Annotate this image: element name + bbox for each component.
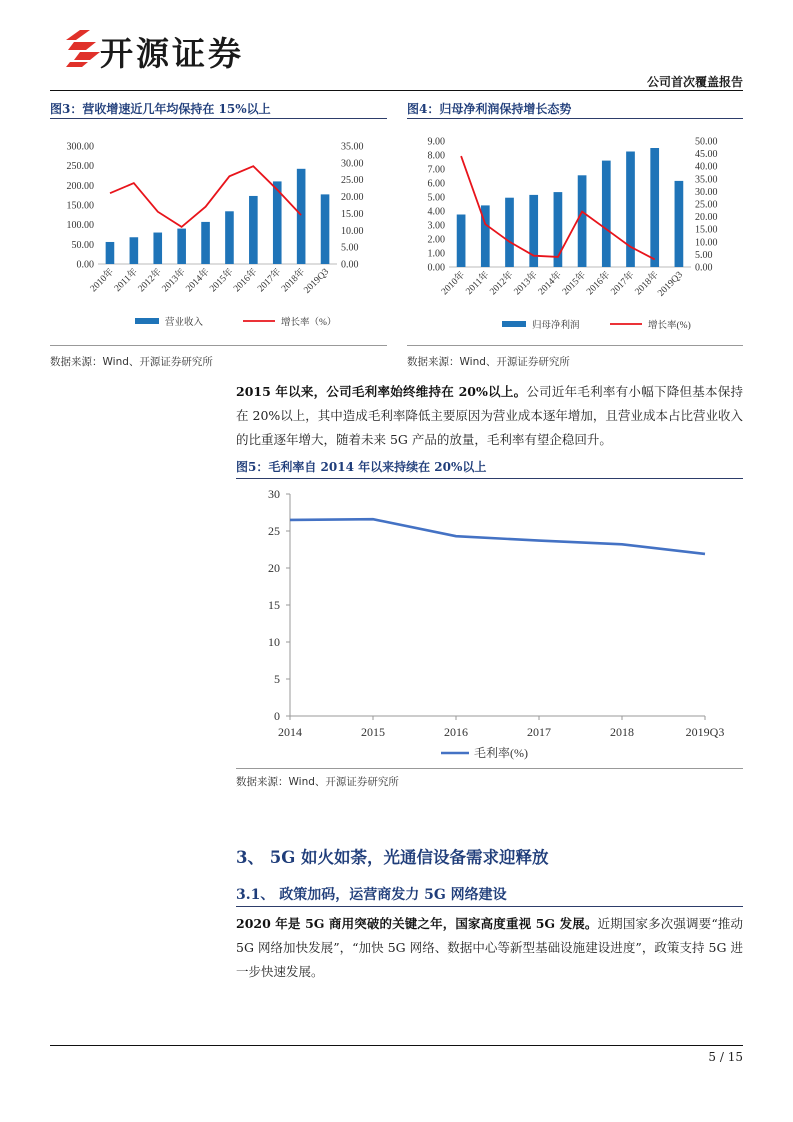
- fig3-bar: [153, 233, 162, 264]
- fig4-y-right-tick: 45.00: [695, 149, 718, 161]
- fig3-x-tick: 2011年: [112, 267, 140, 295]
- fig3-bar: [321, 194, 330, 264]
- fig5-y-tick: 30: [268, 487, 280, 501]
- fig3-x-tick: 2015年: [208, 267, 236, 295]
- fig3-legend-bar-label: 营业收入: [165, 318, 204, 328]
- fig3-legend-bar-swatch: [135, 318, 159, 324]
- fig4-x-tick: 2019Q3: [656, 270, 686, 299]
- fig4-y-left-tick: 3.00: [427, 220, 445, 232]
- fig5-x-tick: 2016: [444, 725, 468, 739]
- fig5-x-tick: 2015: [361, 725, 385, 739]
- section-3-1-rule: [236, 906, 743, 907]
- fig4-x-tick: 2015年: [560, 270, 589, 298]
- fig3-y-right-tick: 15.00: [341, 208, 364, 220]
- fig3-growth-line: [110, 166, 301, 227]
- fig3-x-tick: 2019Q3: [302, 267, 332, 296]
- fig3-y-right-tick: 0.00: [341, 259, 359, 271]
- fig3-y-left-tick: 300.00: [66, 141, 94, 153]
- fig4-x-tick: 2012年: [488, 270, 516, 298]
- fig3-y-right-tick: 25.00: [341, 175, 364, 187]
- fig4-bar: [675, 181, 684, 267]
- fig4-y-left-tick: 6.00: [427, 178, 445, 190]
- fig4-y-left-tick: 9.00: [427, 136, 445, 148]
- report-type: 公司首次覆盖报告: [646, 75, 743, 89]
- fig3-bar: [225, 211, 234, 264]
- footer-rule: [50, 1045, 743, 1046]
- paragraph-5g-policy-lead: 2020 年是 5G 商用突破的关键之年，国家高度重视 5G 发展。: [236, 916, 598, 931]
- fig4-bar: [457, 215, 466, 268]
- fig3-chart: [50, 122, 387, 340]
- fig4-y-right-tick: 5.00: [695, 249, 713, 261]
- fig4-chart: [407, 122, 743, 340]
- fig4-y-left-tick: 7.00: [427, 164, 445, 176]
- fig3-bar: [249, 196, 258, 264]
- fig4-y-left-tick: 4.00: [427, 206, 445, 218]
- fig4-y-right-tick: 25.00: [695, 199, 718, 211]
- fig3-y-right-tick: 5.00: [341, 242, 359, 254]
- fig3-y-right-tick: 30.00: [341, 158, 364, 170]
- fig3-y-left-tick: 0.00: [76, 259, 94, 271]
- fig4-y-right-tick: 50.00: [695, 136, 718, 148]
- fig3-x-tick: 2017年: [256, 267, 284, 295]
- fig4-x-tick: 2010年: [439, 270, 468, 298]
- section-3-1-heading: 3.1、 政策加码，运营商发力 5G 网络建设: [236, 887, 507, 903]
- fig4-bar: [650, 148, 659, 267]
- fig4-y-right-tick: 30.00: [695, 186, 718, 198]
- paragraph-gross-margin-body: 公司近年毛利率有小幅下降但基本保持在 20%以上，其中造成毛利率降低主要原因为营业成本逐年增加，且营业成本占比营业收入的比重逐年增大，随着未来 5G 产品的放量，毛利率有望企稳回升。: [236, 384, 743, 447]
- fig4-y-right-tick: 15.00: [695, 224, 718, 236]
- fig3-title: 图3：营收增速近几年均保持在 15%以上: [50, 102, 271, 116]
- header-rule: [50, 90, 743, 91]
- fig4-x-tick: 2016年: [585, 270, 613, 298]
- fig3-y-right-tick: 20.00: [341, 192, 364, 204]
- fig4-x-tick: 2017年: [609, 270, 637, 298]
- fig5-x-tick: 2019Q3: [685, 725, 725, 739]
- fig4-x-tick: 2011年: [464, 270, 492, 298]
- fig5-title: 图5：毛利率自 2014 年以来持续在 20%以上: [236, 460, 487, 474]
- fig4-legend-line-label: 增长率(%): [648, 321, 691, 331]
- fig4-source: 数据来源：Wind、开源证券研究所: [407, 356, 570, 368]
- fig4-legend-bar-label: 归母净利润: [532, 321, 580, 331]
- fig4-y-left-tick: 8.00: [427, 150, 445, 162]
- fig4-y-left-tick: 5.00: [427, 192, 445, 204]
- fig4-title: 图4：归母净利润保持增长态势: [407, 102, 572, 116]
- fig3-bar: [177, 229, 186, 264]
- fig3-y-left-tick: 200.00: [66, 180, 94, 192]
- fig5-y-tick: 25: [268, 524, 280, 538]
- fig4-bar: [578, 175, 587, 267]
- fig3-bottom-rule: [50, 345, 387, 346]
- fig4-y-left-tick: 1.00: [427, 248, 445, 260]
- paragraph-5g-policy-body: 近期国家多次强调要“推动 5G 网络加快发展”，“加快 5G 网络、数据中心等新型基础设施建设进度”，政策支持 5G 进一步快速发展。: [236, 916, 743, 979]
- fig3-x-tick: 2013年: [160, 267, 188, 295]
- fig3-source: 数据来源：Wind、开源证券研究所: [50, 356, 213, 368]
- fig5-bottom-rule: [236, 768, 743, 769]
- fig4-y-right-tick: 10.00: [695, 237, 718, 249]
- fig4-bar: [505, 198, 514, 267]
- section-3-heading: 3、 5G 如火如荼，光通信设备需求迎释放: [236, 848, 549, 867]
- fig4-bar: [626, 152, 635, 268]
- fig4-y-left-tick: 0.00: [427, 262, 445, 274]
- fig4-y-right-tick: 20.00: [695, 212, 718, 224]
- fig3-y-right-tick: 10.00: [341, 225, 364, 237]
- fig3-y-left-tick: 50.00: [71, 239, 94, 251]
- fig4-bar: [602, 161, 611, 267]
- fig3-x-tick: 2010年: [88, 267, 117, 295]
- fig4-y-right-tick: 40.00: [695, 161, 718, 173]
- paragraph-gross-margin: [236, 380, 743, 452]
- fig5-y-tick: 5: [274, 672, 280, 686]
- fig5-legend-label: 毛利率(%): [474, 746, 528, 760]
- fig3-bar: [201, 222, 210, 264]
- fig3-title-rule: [50, 118, 387, 119]
- fig5-chart: [236, 482, 743, 764]
- fig3-legend-line-label: 增长率（%）: [281, 318, 337, 328]
- fig5-margin-line: [290, 519, 705, 554]
- fig3-y-right-tick: 35.00: [341, 141, 364, 153]
- fig5-y-tick: 15: [268, 598, 280, 612]
- fig5-x-tick: 2017: [527, 725, 551, 739]
- paragraph-5g-policy: [236, 912, 743, 984]
- fig4-y-right-tick: 35.00: [695, 174, 718, 186]
- fig5-y-tick: 0: [274, 709, 280, 723]
- fig3-y-left-tick: 100.00: [66, 220, 94, 232]
- paragraph-gross-margin-lead: 2015 年以来，公司毛利率始终维持在 20%以上。: [236, 384, 527, 399]
- logo-text: 开源证券: [100, 34, 244, 73]
- fig5-source: 数据来源：Wind、开源证券研究所: [236, 776, 399, 788]
- fig4-y-left-tick: 2.00: [427, 234, 445, 246]
- fig5-title-rule: [236, 478, 743, 479]
- fig3-y-left-tick: 250.00: [66, 161, 94, 173]
- fig5-y-tick: 10: [268, 635, 280, 649]
- fig5-x-tick: 2014: [278, 725, 302, 739]
- fig3-x-tick: 2016年: [232, 267, 260, 295]
- page-number: 5 / 15: [708, 1050, 743, 1064]
- fig3-y-left-tick: 150.00: [66, 200, 94, 212]
- fig5-x-tick: 2018: [610, 725, 634, 739]
- fig4-legend-bar-swatch: [502, 321, 526, 327]
- fig4-x-tick: 2013年: [512, 270, 540, 298]
- fig3-x-tick: 2014年: [184, 267, 212, 295]
- fig4-x-tick: 2014年: [536, 270, 565, 298]
- logo-mark-icon: [66, 28, 100, 68]
- fig3-bar: [106, 242, 115, 264]
- fig3-bar: [297, 169, 306, 264]
- fig3-x-tick: 2012年: [136, 267, 164, 295]
- fig4-title-rule: [407, 118, 743, 119]
- fig4-x-tick: 2018年: [633, 270, 661, 298]
- fig4-bottom-rule: [407, 345, 743, 346]
- fig3-bar: [130, 237, 139, 264]
- fig4-y-right-tick: 0.00: [695, 262, 713, 274]
- fig3-x-tick: 2018年: [280, 267, 308, 295]
- fig5-y-tick: 20: [268, 561, 280, 575]
